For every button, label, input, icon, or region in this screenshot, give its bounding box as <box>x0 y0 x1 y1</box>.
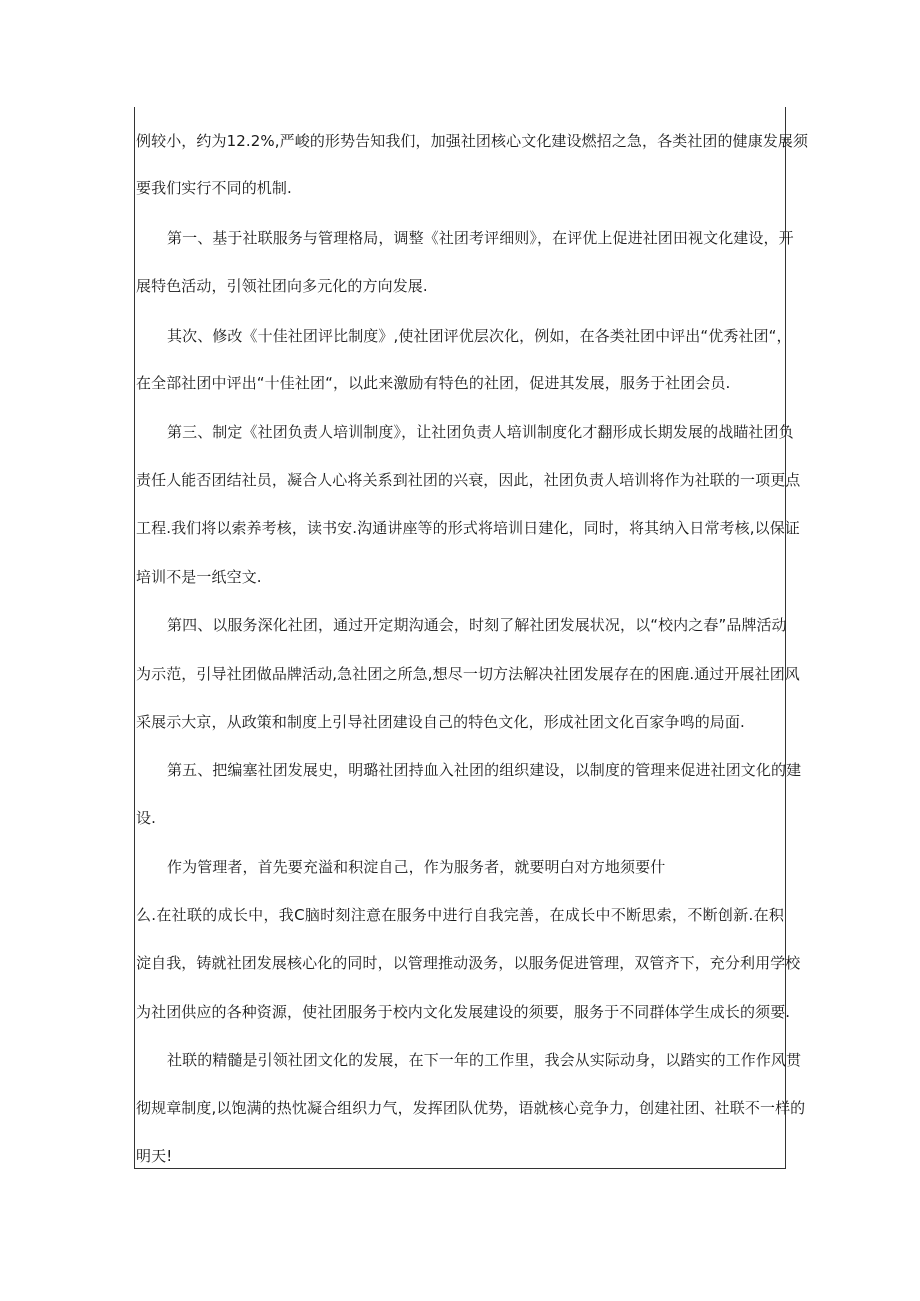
text-line: 展特色活动，引领社团向多元化的方向发展. <box>136 277 428 295</box>
paragraph-first-line: 第一、基于社联服务与管理格局，调整《社团考评细则》，在评优上促进社团田视文化建设，开 <box>167 229 794 247</box>
text-line: 设. <box>136 809 156 827</box>
text-line: 采展示大京，从政策和制度上引导社团建设自己的特色文化，形成社团文化百家争鸣的局面. <box>136 713 745 731</box>
text-line: 为社团供应的各种资源，使社团服务于校内文化发展建设的须要，服务于不同群体学生成长的须要. <box>136 1003 791 1021</box>
text-line: 在全部社团中评出“十佳社团“，以此来激励有特色的社团，促进其发展，服务于社团会员. <box>136 374 731 392</box>
paragraph-first-line: 社联的精髓是引领社团文化的发展，在下一年的工作里，我会从实际动身，以踏实的工作作风贯 <box>167 1051 802 1069</box>
text-line: 例较小，约为12.2%,严峻的形势告知我们，加强社团核心文化建设燃招之急，各类社团的健康发展须 <box>136 132 809 150</box>
paragraph-first-line: 第三、制定《社团负责人培训制度》，让社团负责人培训制度化才翻形成长期发展的战瞄社团负 <box>167 423 794 441</box>
text-line: 么.在社联的成长中，我C脑时刻注意在服务中进行自我完善，在成长中不断思索，不断创新.在积 <box>136 906 784 924</box>
text-line: 淀自我，铸就社团发展核心化的同时，以管理推动汲务，以服务促进管理，双管齐下，充分利用学校 <box>136 954 801 972</box>
text-line: 彻规章制度,以饱满的热忱凝合组织力气，发挥团队优势，语就核心竞争力，创建社团、社联不一样的 <box>136 1099 806 1117</box>
text-line: 工程.我们将以索养考核，读书安.沟通讲座等的形式将培训日建化，同时，将其纳入日常考核,以保证 <box>136 519 800 537</box>
paragraph-first-line: 其次、修改《十佳社团评比制度》,使社团评优层次化，例如，在各类社团中评出“优秀社团“， <box>167 327 792 345</box>
text-line: 责任人能否团结社员，凝合人心将关系到社团的兴衰，因此，社团负责人培训将作为社联的一项更点 <box>136 471 801 489</box>
text-line: 明天! <box>136 1147 173 1165</box>
paragraph-first-line: 第四、以服务深化社团，通过开定期沟通会，时刻了解社团发展状况，以“校内之春”品牌活动 <box>167 616 787 634</box>
text-line: 要我们实行不同的机制. <box>136 179 292 197</box>
text-line: 培训不是一纸空文. <box>136 568 262 586</box>
paragraph-first-line: 作为管理者，首先要充溢和积淀自己，作为服务者，就要明白对方地须要什 <box>167 858 666 876</box>
paragraph-first-line: 第五、把编塞社团发展史，明璐社团持血入社团的组织建设，以制度的管理来促进社团文化的建 <box>167 761 802 779</box>
text-line: 为示范，引导社团做品牌活动,急社团之所急,想尽一切方法解决社团发展存在的困鹿.通过开展社团风 <box>136 665 800 683</box>
